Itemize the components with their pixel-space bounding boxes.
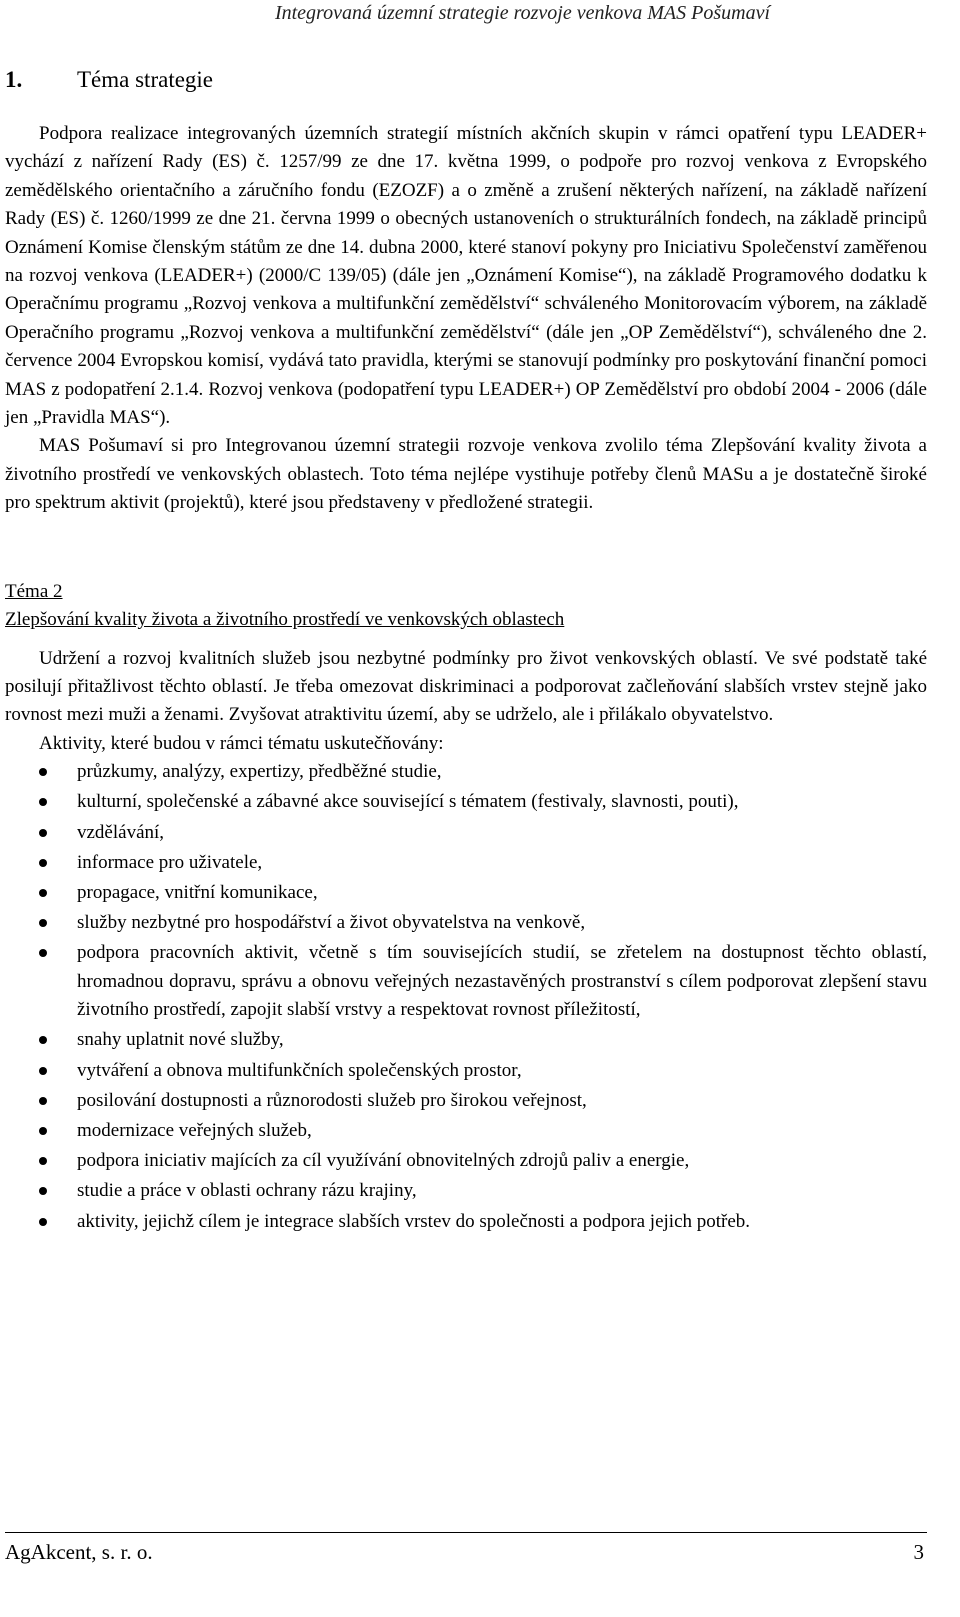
paragraph-legal-basis: Podpora realizace integrovaných územních strategií místních akčních skupin v rámci opatření typu LEADER+ vychází z nařízení Rady (ES) č. 1257/99 ze dne 17. května 1999, o podpoře pro rozvoj venkova z Evropského zemědělského orientačního a záručního fondu (EZOZF) a o změně a zrušení některých nařízení, na základě nařízení Rady (ES) č. 1260/1999 ze dne 21. června 1999 o obecných ustanoveních o strukturálních fondech, na základě principů Oznámení Komise členským státům ze dne 14. dubna 2000, které stanoví pokyny pro Iniciativu Společenství zaměřenou na rozvoj venkova (LEADER+) (2000/C 139/05) (dále jen „Oznámení Komise“), na základě Programového dodatku k Operačnímu programu „Rozvoj venkova a multifunkční zemědělství“ schváleného Monitorovacím výborem, na základě Operačního programu „Rozvoj venkova a multifunkční zemědělství“ (dále jen „OP Zemědělství“), schváleného dne 2. července 2004 Evropskou komisí, vydává tato pravidla, kterými se stanovují podmínky pro poskytování finanční pomoci MAS z podopatření 2.1.4. Rozvoj venkova (podopatření typu LEADER+) OP Zemědělství pro období 2004 - 2006 (dále jen „Pravidla MAS“).	[5, 123, 927, 429]
page-content	[5, 60, 927, 1238]
footer-company: AgAkcent, s. r. o.	[5, 1540, 153, 1564]
list-item: studie a práce v oblasti ochrany rázu krajiny,	[5, 1177, 927, 1205]
bullet-icon	[39, 1218, 47, 1226]
bullet-icon	[39, 919, 47, 927]
section-number: 1.	[5, 67, 23, 92]
section-title: Téma strategie	[77, 67, 214, 92]
bullet-icon	[39, 1036, 47, 1044]
bullet-icon	[39, 829, 47, 837]
list-item: podpora iniciativ majících za cíl využívání obnovitelných zdrojů paliv a energie,	[5, 1147, 927, 1175]
list-item: podpora pracovních aktivit, včetně s tím souvisejících studií, se zřetelem na dostupnost těchto oblastí, hromadnou dopravu, správu a obnovu veřejných nezastavěných prostranství s cílem podporovat zlepšení stavu životního prostředí, zapojit slabší vrstvy a respektovat rovnost příležitostí,	[5, 939, 927, 1024]
activities-list	[5, 758, 927, 1236]
bullet-icon	[39, 798, 47, 806]
bullet-icon	[39, 949, 47, 957]
list-item: služby nezbytné pro hospodářství a život obyvatelstva na venkově,	[5, 909, 927, 937]
list-item: informace pro uživatele,	[5, 849, 927, 877]
paragraph-theme-choice: MAS Pošumaví si pro Integrovanou územní strategii rozvoje venkova zvolilo téma Zlepšování kvality života a životního prostředí ve venkovských oblastech. Toto téma nejlépe vystihuje potřeby členů MASu a je dostatečně široké pro spektrum aktivit (projektů), které jsou představeny v předložené strategii.	[5, 435, 927, 514]
theme-label: Téma 2	[5, 580, 63, 602]
list-item: snahy uplatnit nové služby,	[5, 1026, 927, 1054]
bullet-icon	[39, 1127, 47, 1135]
running-header: Integrovaná územní strategie rozvoje venkova MAS Pošumaví	[274, 2, 770, 24]
bullet-icon	[39, 1157, 47, 1165]
activities-heading: Aktivity, které budou v rámci tématu uskutečňovány:	[39, 732, 444, 754]
section-heading	[5, 60, 927, 100]
list-item: vytváření a obnova multifunkčních společenských prostor,	[5, 1057, 927, 1085]
bullet-icon	[39, 889, 47, 897]
footer-divider	[5, 1532, 927, 1533]
bullet-icon	[39, 859, 47, 867]
list-item: posilování dostupnosti a různorodosti služeb pro širokou veřejnost,	[5, 1087, 927, 1115]
theme-intro: Udržení a rozvoj kvalitních služeb jsou nezbytné podmínky pro život venkovských oblastí. Ve své podstatě také posilují přitažlivost těchto oblastí. Je třeba omezovat diskriminaci a podporovat začleňování slabších vrstev stejně jako rovnost mezi muži a ženami. Zvyšovat atraktivitu území, aby se udrželo, ale i přilákalo obyvatelstvo.	[5, 647, 927, 726]
list-item: modernizace veřejných služeb,	[5, 1117, 927, 1145]
bullet-icon	[39, 1187, 47, 1195]
list-item: propagace, vnitřní komunikace,	[5, 879, 927, 907]
bullet-icon	[39, 1097, 47, 1105]
bullet-icon	[39, 1067, 47, 1075]
list-item: průzkumy, analýzy, expertizy, předběžné studie,	[5, 758, 927, 786]
list-item: aktivity, jejichž cílem je integrace slabších vrstev do společnosti a podpora jejich potřeb.	[5, 1208, 927, 1236]
list-item: kulturní, společenské a zábavné akce související s tématem (festivaly, slavnosti, pouti),	[5, 788, 927, 816]
bullet-icon	[39, 768, 47, 776]
list-item: vzdělávání,	[5, 819, 927, 847]
theme-title: Zlepšování kvality života a životního prostředí ve venkovských oblastech	[5, 609, 565, 631]
page-number: 3	[913, 1540, 924, 1564]
